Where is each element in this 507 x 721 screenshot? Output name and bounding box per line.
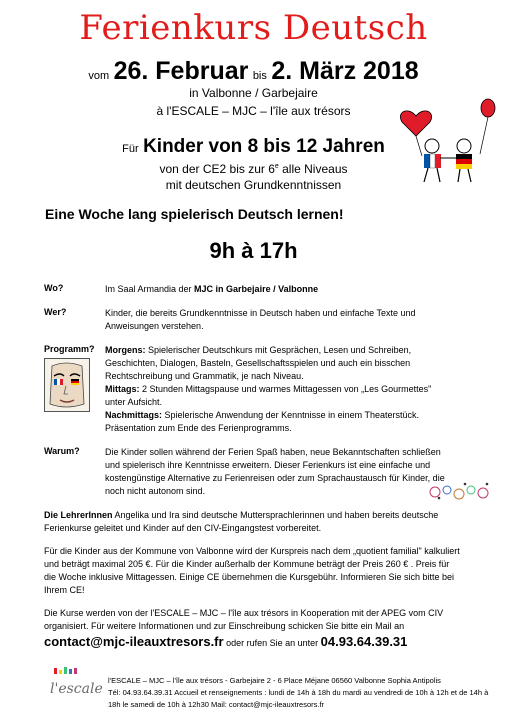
svg-text:l'escale: l'escale [50,681,103,697]
question-wer: Wer? [44,307,67,317]
hours: 9h à 17h [209,238,298,263]
levels-line-2: mit deutschen Grundkenntnissen [165,178,342,192]
audience-prefix: Für [122,143,139,155]
answer-wo: Im Saal Armandia der MJC in Garbejaire / Valbonne [105,284,319,294]
tagline: Eine Woche lang spielerisch Deutsch lernen! [45,206,344,222]
question-programm: Programm? [44,344,95,354]
heart-balloon-icon [400,111,431,136]
footer-line-1: l'ESCALE – MJC – l'île aux trésors - Garbejaire 2 - 6 Place Méjane 06560 Valbonne Sophia Antipolis [108,676,441,685]
location-line-2: à l'ESCALE – MJC – l'île aux trésors [156,104,351,118]
program-morgens: Morgens: Spielerischer Deutschkurs mit Gesprächen, Lesen und Schreiben, Geschichten, Dialogen, Basteln, Gesellschaftsspielen und auch ein bisschen Rechtschreibung und Grammatik, je nach Niveau. [105,345,412,381]
date-from: 26. Februar [113,57,249,85]
escale-logo [48,666,103,706]
program-nachmittags: Nachmittags: Spielerische Anwendung der Kenntnisse in einem Theaterstück. Präsentation zum Ende des Ferienprogramms. [105,410,420,433]
contact-phone: 04.93.64.39.31 [320,634,408,649]
levels-line-1: von der CE2 bis zur 6e alle Niveaus [159,162,348,176]
answer-warum: Die Kinder sollen während der Ferien Spaß haben, neue Bekanntschaften schließen und spielerisch ihre Kenntnisse erweitern. Dieser Ferienkurs ist eine einfache und kostengünstige Alternative zu Ferienreisen oder zum Sprachaustausch für Kinder, die noch nicht autonom sind. [105,447,445,496]
children-balloons-illustration [392,96,504,184]
balloon-icon [481,99,495,117]
contact-email-link[interactable]: contact@mjc-ileauxtresors.fr [44,634,224,649]
footer-line-2: Tél: 04.93.64.39.31 Accueil et renseignements : lundi de 14h à 18h du mardi au vendredi de 10h à 12h et de 14h à 18h le samedi de 10h à 12h30 Mail: contact@mjc-ileauxtresors.fr [108,688,489,709]
date-from-prefix: vom [88,70,110,82]
contact-mid-text: oder rufen Sie an unter [223,638,321,648]
question-warum: Warum? [44,446,80,456]
date-range [0,58,507,89]
teachers-paragraph: Die LehrerInnen Angelika und Ira sind deutsche Muttersprachlerinnen und haben bereits deutsche Ferienkurse geleitet und Kinder auf den CIV-Eingangstest vorbereitet. [44,510,439,533]
date-to-prefix: bis [252,70,267,82]
audience-main: Kinder von 8 bis 12 Jahren [143,136,385,157]
footer-address [108,675,498,711]
date-to: 2. März 2018 [271,57,419,85]
location-line-1: in Valbonne / Garbejaire [189,86,318,100]
contact-line [44,634,407,651]
price-paragraph: Für die Kinder aus der Kommune von Valbonne wird der Kurspreis nach dem „quotient familial" kalkuliert und beträgt maximal 205 €. Für die Kinder außerhalb der Kommune beträgt der Preis 260 € . Preis für die Woche inklusive Mittagessen. Einige CE übernehmen die Kursgebühr. Informieren Sie sich bitte bei Ihrem CE! [44,546,460,595]
page-title: Ferienkurs Deutsch [79,8,428,48]
answer-wer: Kinder, die bereits Grundkenntnisse in Deutsch haben und einfache Texte und Anweisungen verstehen. [105,308,416,331]
program-mittags: Mittags: 2 Stunden Mittagspause und warmes Mittagessen von „Les Gourmettes" unter Aufsicht. [105,384,432,407]
decorative-scribble [425,478,495,504]
face-flags-illustration [44,358,90,412]
answer-programm [105,344,450,435]
info-paragraph: Die Kurse werden von der l'ESCALE – MJC – l'île aux trésors in Kooperation mit der APEG vom CIV organisiert. Für weitere Informationen und zur Einschreibung schicken Sie bitte ein Mail an [44,608,444,631]
question-wo: Wo? [44,283,64,293]
